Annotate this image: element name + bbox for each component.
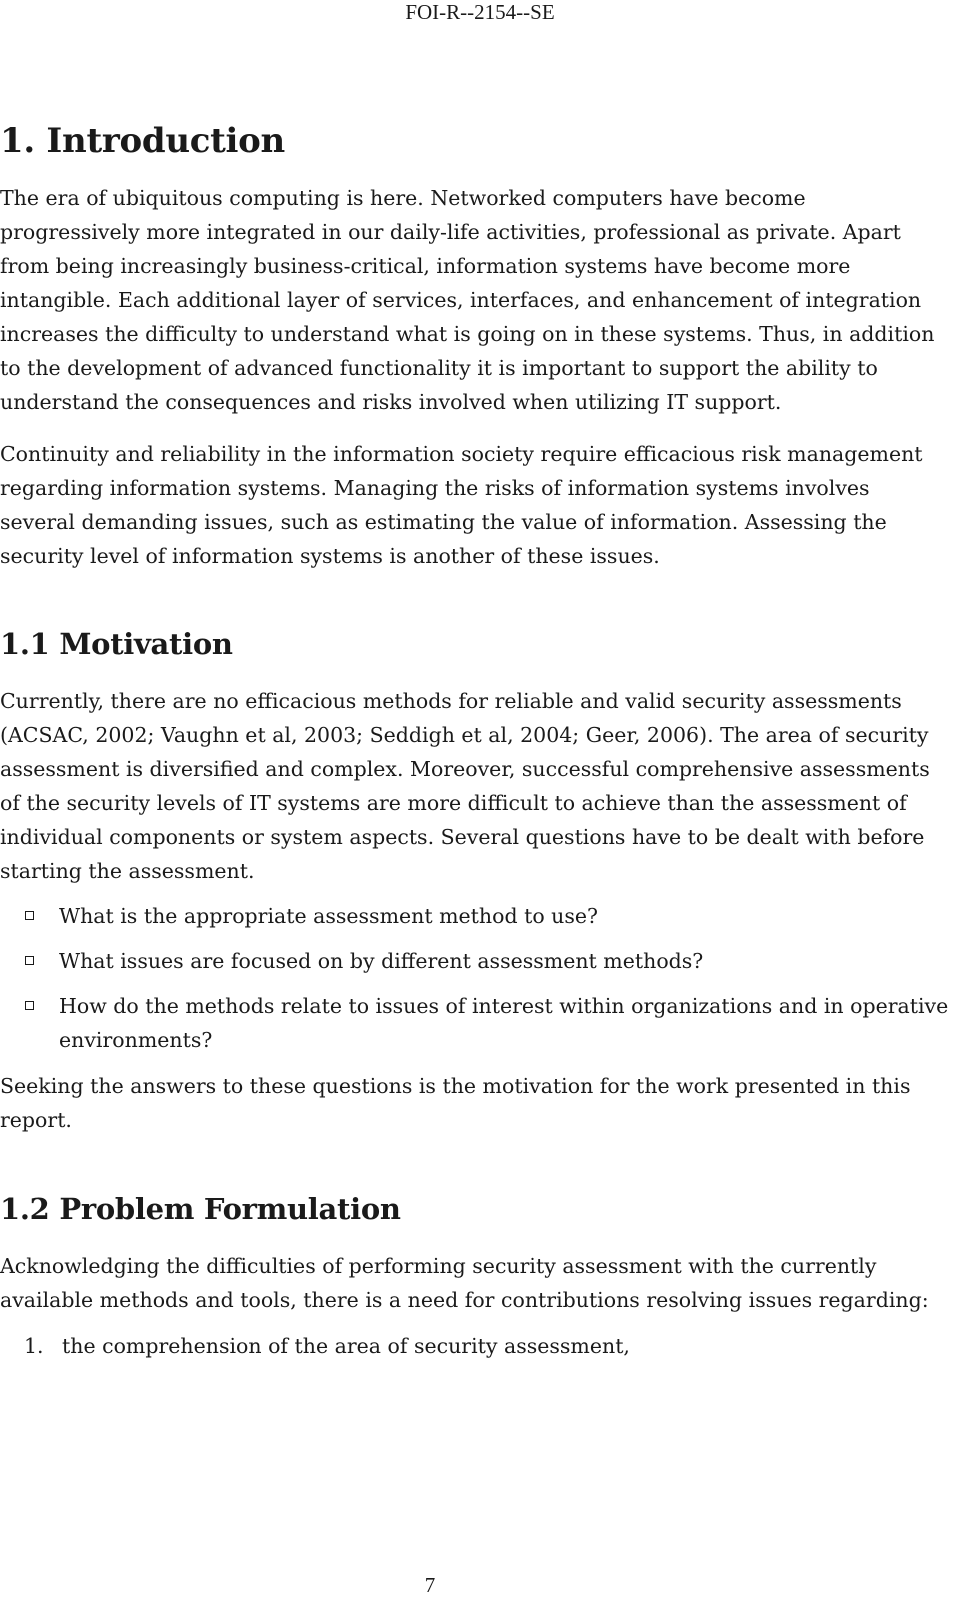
list-item (0, 1329, 950, 1363)
motivation-paragraph: Currently, there are no efficacious methods for reliable and valid security assessments (ACSAC, 2002; Vaughn et al, 2003; Seddigh et al, 2004; Geer, 2006). The area of security assessment is diversified and complex. Moreover, successful comprehensive assessments of the security levels of IT systems are more difficult to achieve than the assessment of individual components or system aspects. Several questions have to be dealt with before starting the assessment. (0, 689, 930, 883)
page-footer (0, 1573, 860, 1598)
question-text: What issues are focused on by different assessment methods? (59, 949, 704, 973)
list-item (0, 899, 950, 933)
intro-paragraph-2: Continuity and reliability in the information society require efficacious risk management regarding information systems. Managing the risks of information systems involves several demanding issues, such as estimating the value of information. Assessing the security level of information systems is another of these issues. (0, 442, 923, 568)
section-introduction (0, 118, 950, 573)
question-list (0, 899, 950, 1057)
section-heading-problem: 1.2 Problem Formulation (0, 1192, 401, 1226)
motivation-closing: Seeking the answers to these questions is the motivation for the work presented in this report. (0, 1074, 911, 1132)
checkbox-bullet-icon (25, 1001, 34, 1010)
list-item-text: the comprehension of the area of security assessment, (62, 1334, 630, 1358)
intro-paragraph-1: The era of ubiquitous computing is here. Networked computers have become progressively more integrated in our daily-life activities, professional as private. Apart from being increasingly business-critical, information systems have become more intangible. Each additional layer of services, interfaces, and enhancement of integration increases the difficulty to understand what is going on in these systems. Thus, in addition to the development of advanced functionality it is important to support the ability to understand the consequences and risks involved when utilizing IT support. (0, 186, 935, 414)
checkbox-bullet-icon (25, 911, 34, 920)
list-item (0, 989, 950, 1057)
question-text: What is the appropriate assessment method to use? (59, 904, 599, 928)
section-heading-introduction: 1. Introduction (0, 121, 285, 161)
section-problem-formulation (0, 1189, 950, 1363)
checkbox-bullet-icon (25, 956, 34, 965)
report-id: FOI-R--2154--SE (405, 0, 555, 24)
list-number: 1. (24, 1334, 44, 1358)
problem-paragraph: Acknowledging the difficulties of performing security assessment with the currently available methods and tools, there is a need for contributions resolving issues regarding: (0, 1254, 929, 1312)
page-body (0, 118, 950, 1363)
section-heading-motivation: 1.1 Motivation (0, 627, 233, 661)
list-item (0, 944, 950, 978)
running-header (0, 0, 960, 24)
section-motivation (0, 624, 950, 1137)
problem-list (0, 1329, 950, 1363)
question-text: How do the methods relate to issues of interest within organizations and in operative environments? (59, 994, 949, 1052)
page-number: 7 (424, 1573, 436, 1597)
